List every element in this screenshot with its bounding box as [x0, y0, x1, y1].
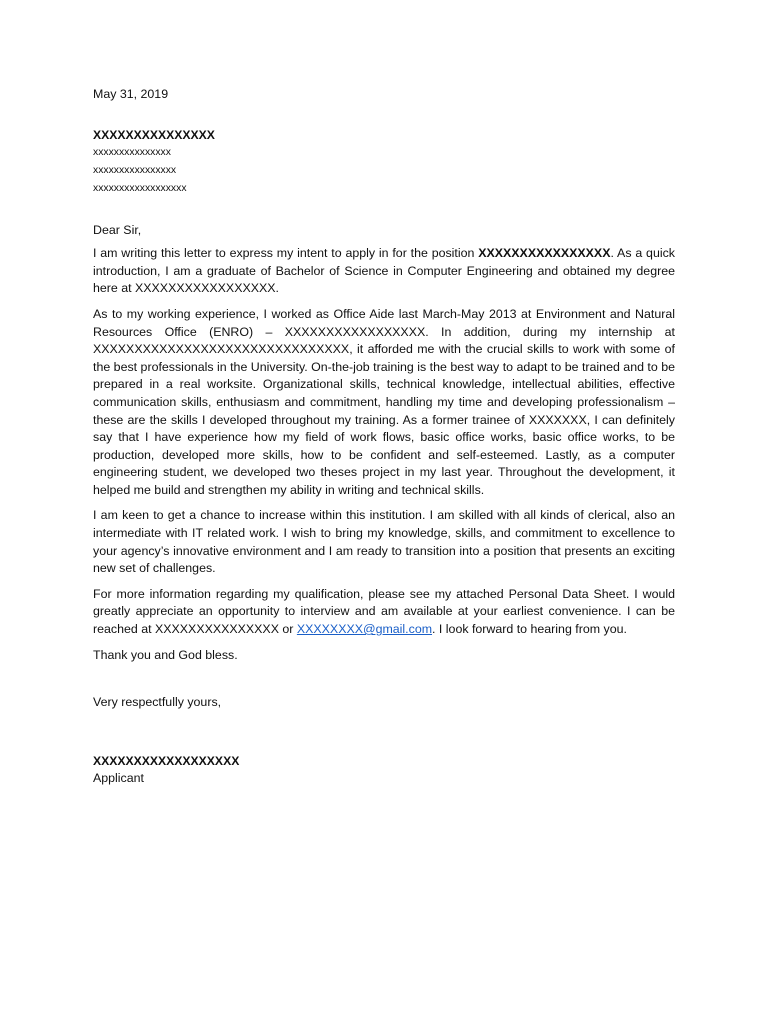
paragraph-intro-text-a: I am writing this letter to express my intent to apply in for the position	[93, 246, 479, 261]
paragraph-motivation: I am keen to get a chance to increase within this institution. I am skilled with all kinds of clerical, also an intermediate with IT related work. I wish to bring my knowledge, skills, and commitment to excellence to your agency’s innovative environment and I am ready to transition into a position that presents an exciting new set of challenges.	[93, 508, 675, 576]
paragraph-intro-text-b: . As a quick introduction, I am a graduate of Bachelor of Science in Computer Engineering and obtained my degree here at XXXXXXXXXXXXXXXXX.	[93, 246, 675, 296]
recipient-address-line: xxxxxxxxxxxxxxxx	[93, 164, 177, 176]
paragraph-contact	[93, 586, 675, 639]
paragraph-intro	[93, 245, 675, 298]
complimentary-close: Very respectfully yours,	[93, 695, 222, 710]
signer-name: XXXXXXXXXXXXXXXXXX	[93, 753, 240, 768]
signer-title: Applicant	[93, 770, 144, 785]
letter-date: May 31, 2019	[93, 87, 169, 101]
paragraph-contact-text-b: . I look forward to hearing from you.	[432, 622, 627, 637]
recipient-name: XXXXXXXXXXXXXXX	[93, 127, 215, 142]
recipient-address-line: xxxxxxxxxxxxxxx	[93, 147, 171, 159]
paragraph-contact-text-a: For more information regarding my qualification, please see my attached Personal Data Sheet. I would greatly appreciate an opportunity to interview and am available at your earliest convenience. I can be reached at XXXXXXXXXXXXXXX or	[93, 586, 675, 637]
closing-thanks: Thank you and God bless.	[93, 647, 238, 662]
recipient-address-line: xxxxxxxxxxxxxxxxxx	[93, 182, 187, 194]
applied-position: XXXXXXXXXXXXXXXX	[478, 246, 611, 261]
paragraph-experience: As to my working experience, I worked as Office Aide last March-May 2013 at Environment and Natural Resources Office (ENRO) – XXXXXXXXXXXXXXXXX. In addition, during my internship at XXXXXXXXXXXXXXXXXXXXXXXXXXXXXXX, it afforded me with the crucial skills to work with some of the best professionals in the University. On-the-job training is the best way to adapt to be trained and to be prepared in a real worksite. Organizational skills, technical knowledge, intellectual abilities, effective communication skills, enthusiasm and commitment, handling my time and developing professionalism – these are the skills I developed throughout my training. As a former trainee of XXXXXXX, I can definitely say that I have experience how my field of work flows, basic office works, basic office works, to be production, developed more skills, how to be confident and self-esteemed. Lastly, as a computer engineering student, we developed two theses project in my last year. Throughout the development, it helped me build and strengthen my ability in writing and technical skills.	[93, 306, 675, 497]
recipient-block	[93, 127, 675, 198]
email-link[interactable]: XXXXXXXX@gmail.com	[296, 622, 433, 637]
salutation: Dear Sir,	[93, 222, 142, 237]
cover-letter	[93, 86, 675, 787]
